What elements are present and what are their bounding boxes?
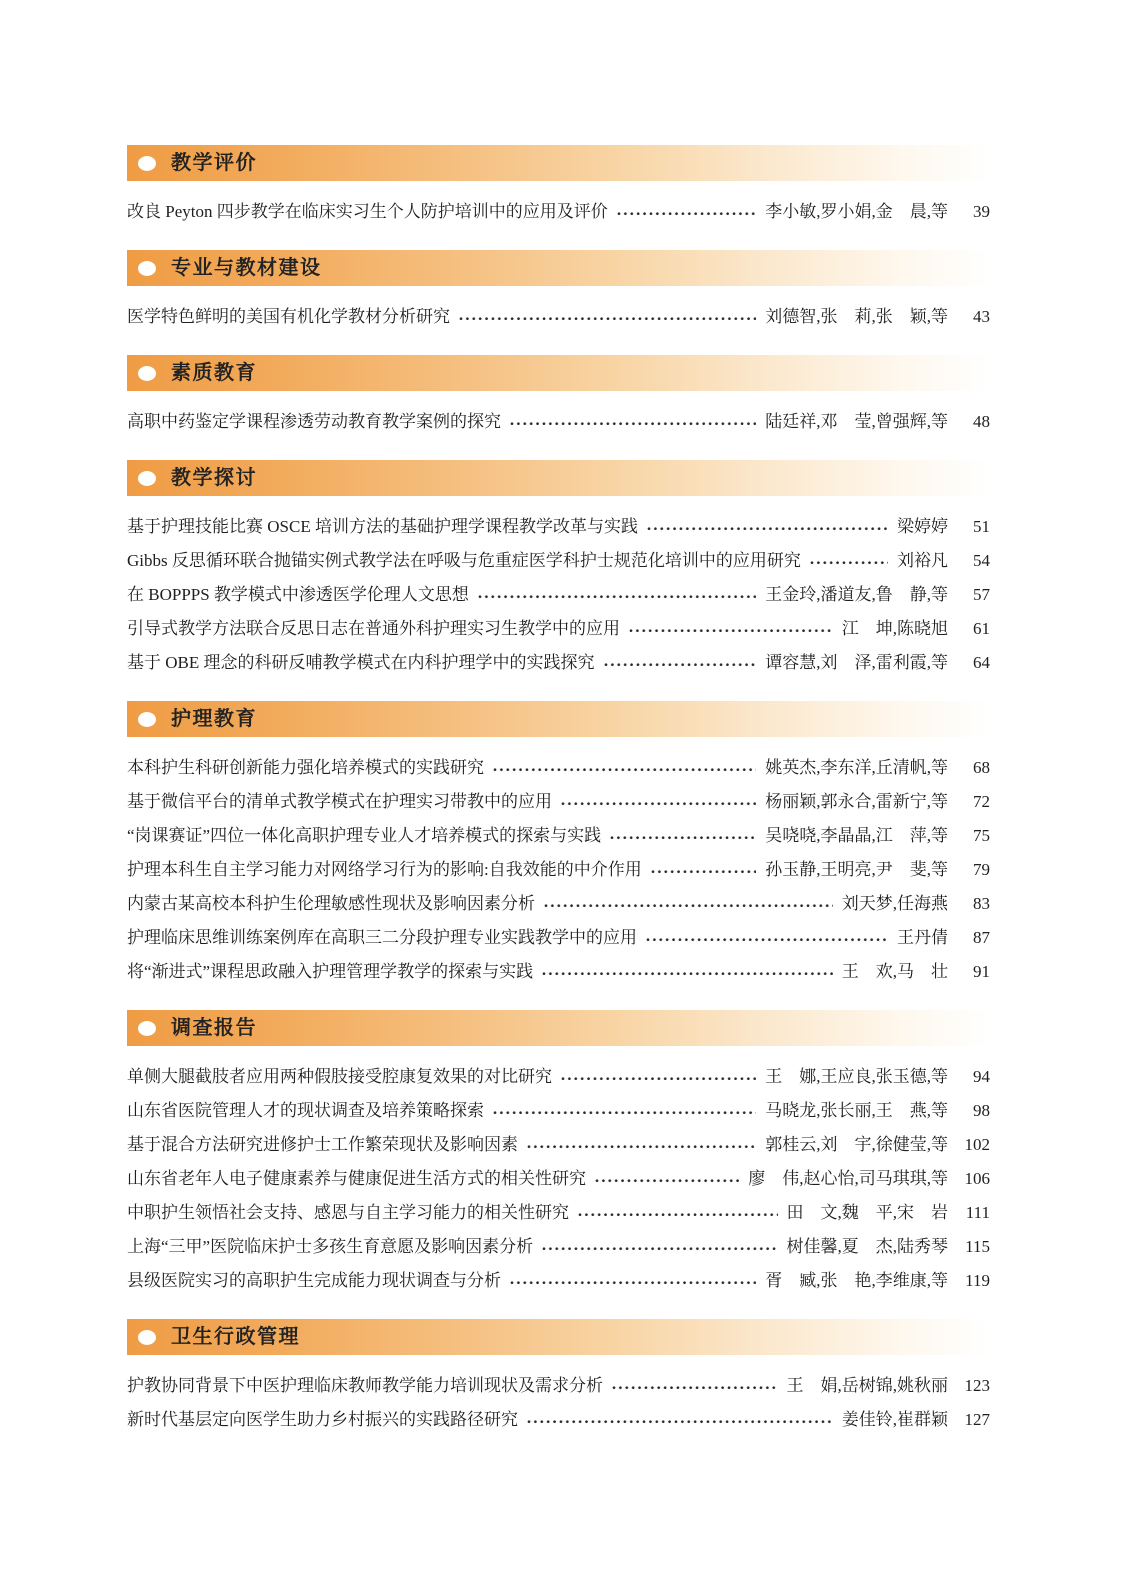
toc-entry: [127, 612, 990, 646]
toc-entry: [127, 1403, 990, 1437]
toc-entry: [127, 1264, 990, 1298]
section-title: 素质教育: [171, 362, 257, 384]
article-title: 新时代基层定向医学生助力乡村振兴的实践路径研究: [127, 1410, 518, 1429]
toc-entry: [127, 785, 990, 819]
article-title: 高职中药鉴定学课程渗透劳动教育教学案例的探究: [127, 412, 501, 431]
dot-leader: [609, 819, 756, 853]
article-authors: 胥 臧,张 艳,李维康,等: [765, 1271, 948, 1290]
article-authors: 江 坤,陈晓旭: [841, 619, 948, 638]
toc-entry: [127, 1128, 990, 1162]
article-page-number: 39: [973, 202, 990, 221]
article-title: 护理临床思维训练案例库在高职三二分段护理专业实践教学中的应用: [127, 928, 637, 947]
toc-entry: [127, 853, 990, 887]
article-authors: 廖 伟,赵心怡,司马琪琪,等: [748, 1169, 948, 1188]
article-page-number: 106: [964, 1169, 990, 1188]
article-authors: 刘天梦,任海燕: [841, 894, 948, 913]
section-articles: [127, 195, 990, 229]
toc-entry: [127, 887, 990, 921]
dot-leader: [526, 1403, 833, 1437]
toc-entry: [127, 578, 990, 612]
toc-entry: [127, 300, 990, 334]
bullet-icon: [138, 471, 156, 486]
article-authors: 孙玉静,王明亮,尹 斐,等: [765, 860, 948, 879]
article-page-number: 127: [964, 1410, 990, 1429]
toc-section: [127, 1319, 990, 1437]
dot-leader: [526, 1128, 756, 1162]
article-title: 引导式教学方法联合反思日志在普通外科护理实习生教学中的应用: [127, 619, 620, 638]
dot-leader: [458, 300, 756, 334]
dot-leader: [646, 510, 888, 544]
toc-entry: [127, 510, 990, 544]
article-page-number: 94: [973, 1067, 990, 1086]
article-authors: 郭桂云,刘 宇,徐健莹,等: [765, 1135, 948, 1154]
article-page-number: 79: [973, 860, 990, 879]
article-authors: 刘德智,张 莉,张 颖,等: [765, 307, 948, 326]
dot-leader: [650, 853, 757, 887]
article-authors: 刘裕凡: [897, 551, 948, 570]
toc-sections: [127, 145, 990, 1437]
article-title: 山东省老年人电子健康素养与健康促进生活方式的相关性研究: [127, 1169, 586, 1188]
article-title: 单侧大腿截肢者应用两种假肢接受腔康复效果的对比研究: [127, 1067, 552, 1086]
article-authors: 田 文,魏 平,宋 岩: [786, 1203, 948, 1222]
bullet-icon: [138, 712, 156, 727]
article-title: 改良 Peyton 四步教学在临床实习生个人防护培训中的应用及评价: [127, 202, 608, 221]
dot-leader: [543, 887, 833, 921]
toc-entry: [127, 1369, 990, 1403]
article-authors: 谭容慧,刘 泽,雷利霞,等: [765, 653, 948, 672]
dot-leader: [809, 544, 888, 578]
toc-entry: [127, 544, 990, 578]
toc-entry: [127, 751, 990, 785]
article-title: 将“渐进式”课程思政融入护理管理学教学的探索与实践: [127, 962, 534, 981]
article-page-number: 43: [973, 307, 990, 326]
section-title: 护理教育: [171, 708, 257, 730]
article-title: 在 BOPPPS 教学模式中渗透医学伦理人文思想: [127, 585, 469, 604]
article-title: 基于微信平台的清单式教学模式在护理实习带教中的应用: [127, 792, 552, 811]
article-authors: 王金玲,潘道友,鲁 静,等: [765, 585, 948, 604]
toc-section: [127, 1010, 990, 1298]
dot-leader: [492, 751, 756, 785]
toc-section: [127, 701, 990, 989]
article-authors: 王 欢,马 壮: [841, 962, 948, 981]
article-authors: 姜佳铃,崔群颖: [841, 1410, 948, 1429]
dot-leader: [628, 612, 833, 646]
article-authors: 梁婷婷: [897, 517, 948, 536]
article-title: 基于混合方法研究进修护士工作繁荣现状及影响因素: [127, 1135, 518, 1154]
toc-entry: [127, 646, 990, 680]
dot-leader: [509, 1264, 756, 1298]
article-authors: 马晓龙,张长丽,王 燕,等: [765, 1101, 948, 1120]
article-authors: 王 娜,王应良,张玉德,等: [765, 1067, 948, 1086]
article-page-number: 54: [973, 551, 990, 570]
section-articles: [127, 1060, 990, 1298]
section-header: [127, 1319, 990, 1355]
section-header: [127, 701, 990, 737]
section-header: [127, 355, 990, 391]
toc-entry: [127, 1196, 990, 1230]
article-authors: 李小敏,罗小娟,金 晨,等: [765, 202, 948, 221]
article-title: 本科护生科研创新能力强化培养模式的实践研究: [127, 758, 484, 777]
dot-leader: [577, 1196, 778, 1230]
dot-leader: [603, 646, 757, 680]
dot-leader: [616, 195, 757, 229]
section-title: 教学探讨: [171, 467, 257, 489]
article-page-number: 64: [973, 653, 990, 672]
article-title: 基于 OBE 理念的科研反哺教学模式在内科护理学中的实践探究: [127, 653, 595, 672]
article-page-number: 102: [964, 1135, 990, 1154]
section-header: [127, 1010, 990, 1046]
dot-leader: [560, 1060, 756, 1094]
section-title: 卫生行政管理: [171, 1326, 300, 1348]
toc-entry: [127, 1094, 990, 1128]
article-authors: 杨丽颖,郭永合,雷新宁,等: [765, 792, 948, 811]
section-articles: [127, 510, 990, 680]
section-header: [127, 250, 990, 286]
toc-section: [127, 250, 990, 334]
article-page-number: 48: [973, 412, 990, 431]
section-header: [127, 460, 990, 496]
article-page-number: 72: [973, 792, 990, 811]
dot-leader: [594, 1162, 739, 1196]
article-page-number: 75: [973, 826, 990, 845]
section-title: 专业与教材建设: [171, 257, 322, 279]
dot-leader: [492, 1094, 756, 1128]
bullet-icon: [138, 261, 156, 276]
dot-leader: [645, 921, 888, 955]
article-authors: 王 娟,岳树锦,姚秋丽: [786, 1376, 948, 1395]
article-title: 基于护理技能比赛 OSCE 培训方法的基础护理学课程教学改革与实践: [127, 517, 638, 536]
article-title: 县级医院实习的高职护生完成能力现状调查与分析: [127, 1271, 501, 1290]
section-title: 调查报告: [171, 1017, 257, 1039]
section-articles: [127, 751, 990, 989]
toc-entry: [127, 405, 990, 439]
dot-leader: [541, 955, 833, 989]
section-articles: [127, 1369, 990, 1437]
article-title: 护理本科生自主学习能力对网络学习行为的影响:自我效能的中介作用: [127, 860, 642, 879]
article-page-number: 57: [973, 585, 990, 604]
toc-section: [127, 460, 990, 680]
bullet-icon: [138, 1021, 156, 1036]
article-title: 护教协同背景下中医护理临床教师教学能力培训现状及需求分析: [127, 1376, 603, 1395]
toc-entry: [127, 195, 990, 229]
article-page-number: 119: [965, 1271, 990, 1290]
article-page-number: 83: [973, 894, 990, 913]
dot-leader: [560, 785, 756, 819]
dot-leader: [611, 1369, 778, 1403]
toc-entry: [127, 1162, 990, 1196]
toc-entry: [127, 1230, 990, 1264]
article-page-number: 61: [973, 619, 990, 638]
article-page-number: 115: [965, 1237, 990, 1256]
article-authors: 树佳馨,夏 杰,陆秀琴: [786, 1237, 948, 1256]
article-page-number: 123: [964, 1376, 990, 1395]
article-page-number: 51: [973, 517, 990, 536]
bullet-icon: [138, 156, 156, 171]
article-authors: 吴哓哓,李晶晶,江 萍,等: [765, 826, 948, 845]
section-title: 教学评价: [171, 152, 257, 174]
article-page-number: 98: [973, 1101, 990, 1120]
article-title: 山东省医院管理人才的现状调查及培养策略探索: [127, 1101, 484, 1120]
bullet-icon: [138, 366, 156, 381]
article-title: “岗课赛证”四位一体化高职护理专业人才培养模式的探索与实践: [127, 826, 602, 845]
dot-leader: [509, 405, 756, 439]
dot-leader: [541, 1230, 777, 1264]
article-title: Gibbs 反思循环联合抛锚实例式教学法在呼吸与危重症医学科护士规范化培训中的应用研究: [127, 551, 801, 570]
dot-leader: [477, 578, 756, 612]
section-header: [127, 145, 990, 181]
article-title: 内蒙古某高校本科护生伦理敏感性现状及影响因素分析: [127, 894, 535, 913]
article-page-number: 68: [973, 758, 990, 777]
toc-section: [127, 355, 990, 439]
section-articles: [127, 300, 990, 334]
toc-entry: [127, 1060, 990, 1094]
article-title: 医学特色鲜明的美国有机化学教材分析研究: [127, 307, 450, 326]
article-page-number: 91: [973, 962, 990, 981]
toc-entry: [127, 921, 990, 955]
article-page-number: 111: [965, 1203, 990, 1222]
article-authors: 王丹倩: [897, 928, 948, 947]
article-title: 中职护生领悟社会支持、感恩与自主学习能力的相关性研究: [127, 1203, 569, 1222]
article-page-number: 87: [973, 928, 990, 947]
toc-section: [127, 145, 990, 229]
article-authors: 姚英杰,李东洋,丘清帆,等: [765, 758, 948, 777]
article-authors: 陆廷祥,邓 莹,曾强辉,等: [765, 412, 948, 431]
toc-entry: [127, 819, 990, 853]
section-articles: [127, 405, 990, 439]
bullet-icon: [138, 1330, 156, 1345]
toc-entry: [127, 955, 990, 989]
article-title: 上海“三甲”医院临床护士多孩生育意愿及影响因素分析: [127, 1237, 534, 1256]
